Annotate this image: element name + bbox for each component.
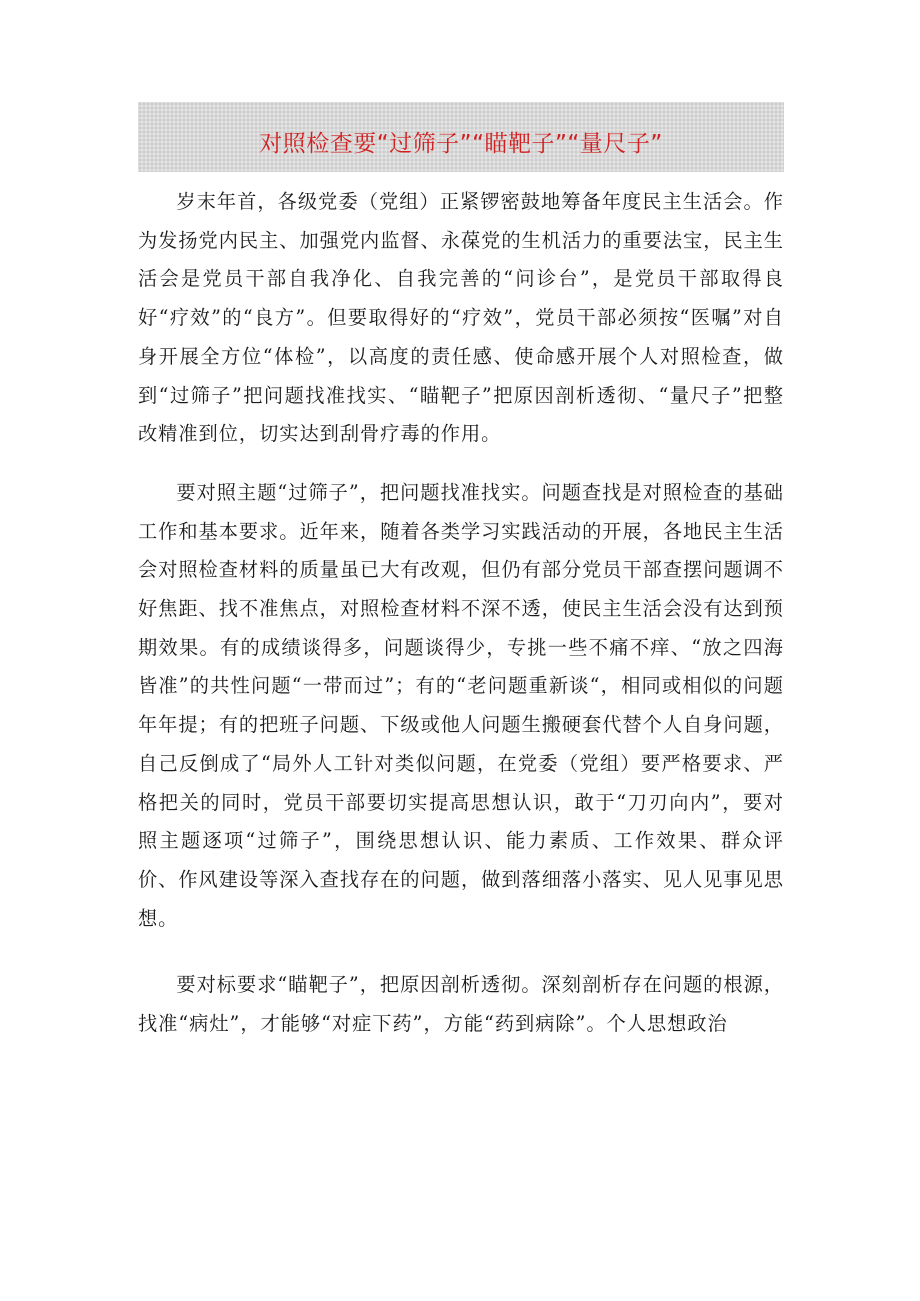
paragraph-3: 要对标要求“瞄靶子”，把原因剖析透彻。深刻剖析存在问题的根源，找准“病灶”，才能够“对症下药”，方能“药到病除”。个人思想政治: [138, 973, 784, 1036]
paragraph-2: 要对照主题“过筛子”，把问题找准找实。问题查找是对照检查的基础工作和基本要求。近年来，随着各类学习实践活动的开展，各地民主生活会对照检查材料的质量虽已大有改观，但仍有部分党员干部查摆问题调不好焦距、找不准焦点，对照检查材料不深不透，使民主生活会没有达到预期效果。有的成绩谈得多，问题谈得少，专挑一些不痛不痒、“放之四海皆准”的共性问题“一带而过”；有的“老问题重新谈“，相同或相似的问题年年提；有的把班子问题、下级或他人问题生搬硬套代替个人自身问题，自己反倒成了“局外人工针对类似问题，在党委（党组）要严格要求、严格把关的同时，党员干部要切实提高思想认识，敢于“刀刃向内”，要对照主题逐项“过筛子”，围绕思想认识、能力素质、工作效果、群众评价、作风建设等深入查找存在的问题，做到落细落小落实、见人见事见思想。: [138, 480, 784, 930]
document-title: 对照检查要“过筛子”“瞄靶子”“量尺子”: [259, 130, 663, 157]
paragraph-1: 岁末年首，各级党委（党组）正紧锣密鼓地筹备年度民主生活会。作为发扬党内民主、加强党内监督、永葆党的生机活力的重要法宝，民主生活会是党员干部自我净化、自我完善的“问诊台”，是党员干部取得良好“疗效”的“良方”。但要取得好的“疗效”，党员干部必须按“医嘱”对自身开展全方位“体检”，以高度的责任感、使命感开展个人对照检查，做到“过筛子”把问题找准找实、“瞄靶子”把原因剖析透彻、“量尺子”把整改精准到位，切实达到刮骨疗毒的作用。: [138, 190, 784, 446]
title-banner: [138, 102, 784, 172]
document-body: [138, 183, 784, 1044]
